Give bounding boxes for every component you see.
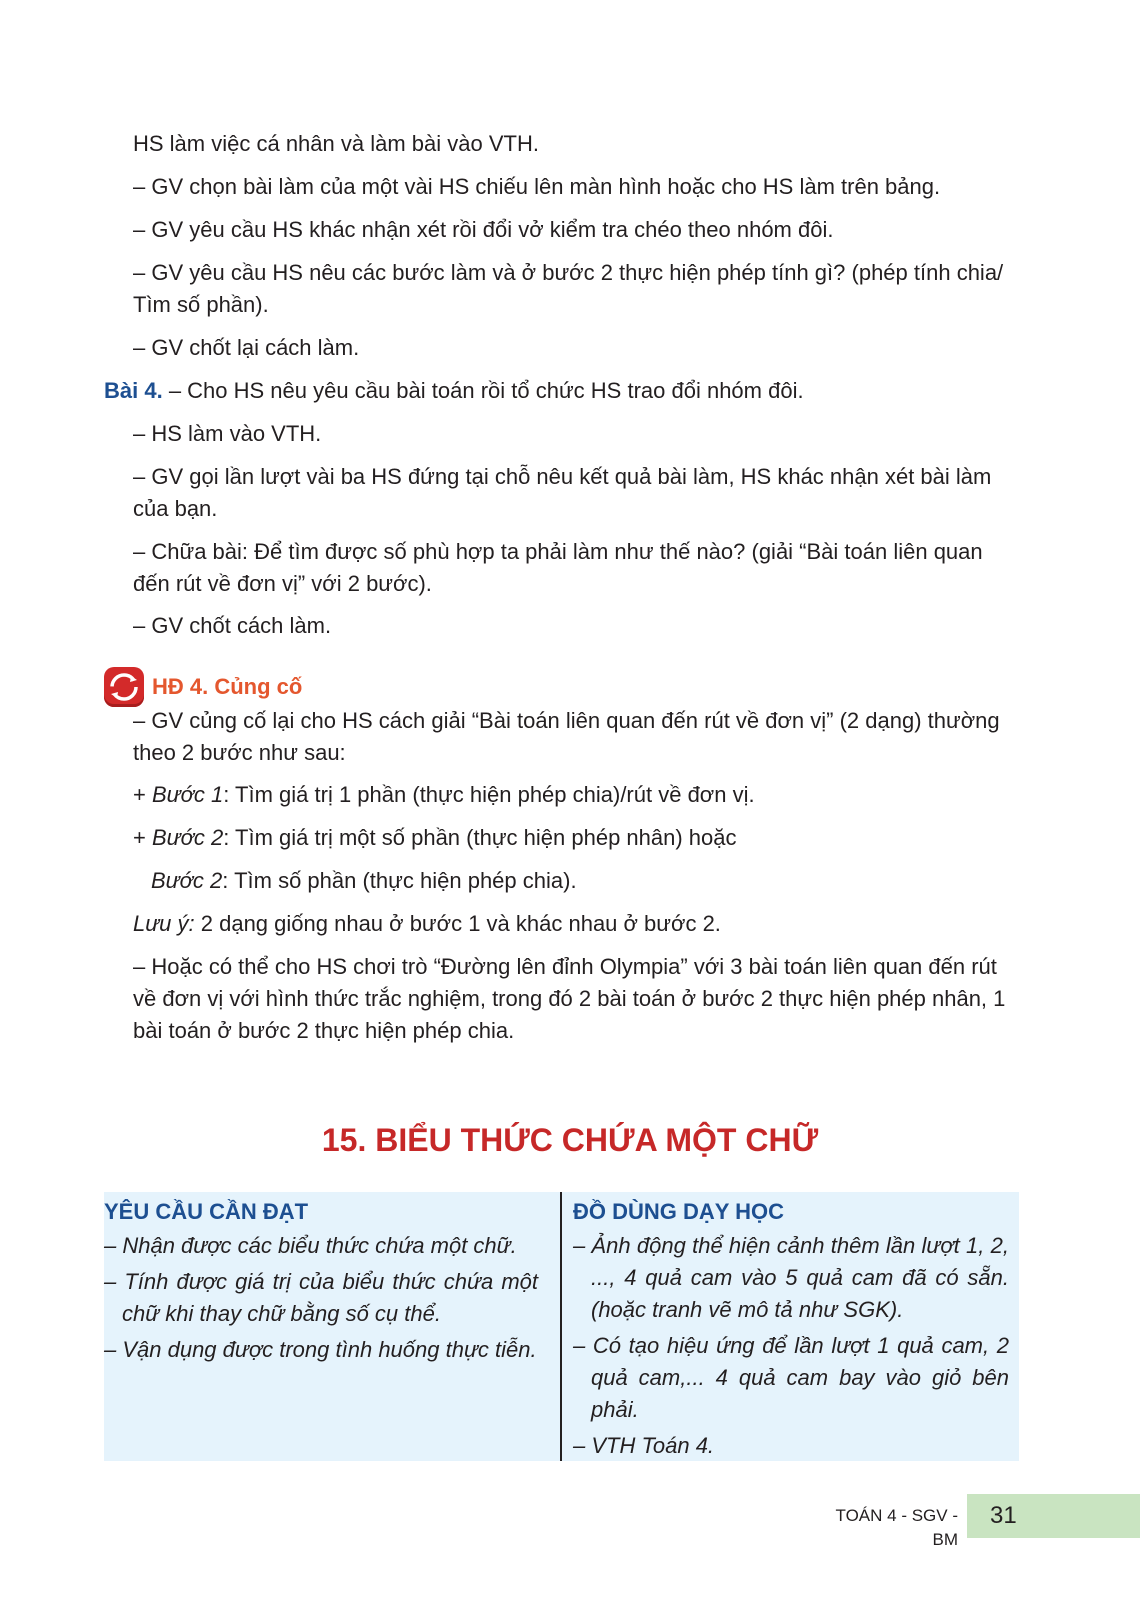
paragraph: HS làm việc cá nhân và làm bài vào VTH. [133,131,539,156]
step2 [133,822,1019,854]
paragraph: – GV yêu cầu HS nêu các bước làm và ở bước 2 thực hiện phép tính gì? (phép tính chia/ Tìm số phần). [133,260,1004,317]
note-label: Lưu ý: [133,911,195,936]
paragraph: – GV chọn bài làm của một vài HS chiếu lên màn hình hoặc cho HS làm trên bảng. [133,174,941,199]
objective-item: – Nhận được các biểu thức chứa một chữ. [104,1233,517,1258]
paragraph: – GV củng cố lại cho HS cách giải “Bài toán liên quan đến rút về đơn vị” (2 dạng) thường theo 2 bước như sau: [133,708,1000,765]
objective-item: – Tính được giá trị của biểu thức chứa một chữ khi thay chữ bằng số cụ thể. [104,1269,538,1326]
materials-column [573,1196,1009,1466]
step1 [133,779,1019,811]
step1-label: Bước 1 [151,782,224,807]
bai4-paragraph [104,375,1019,407]
page-number: 31 [990,1502,1017,1529]
footer-book-title: TOÁN 4 - SGV - BM [835,1506,958,1549]
paragraph: – Chữa bài: Để tìm được số phù hợp ta phải làm như thế nào? (giải “Bài toán liên quan đến rút về đơn vị” với 2 bước). [133,539,983,596]
bai4-text: – Cho HS nêu yêu cầu bài toán rồi tổ chức HS trao đổi nhóm đôi. [162,378,804,403]
step1-prefix: + [133,782,152,807]
paragraph: – GV yêu cầu HS khác nhận xét rồi đổi vở kiểm tra chéo theo nhóm đôi. [133,217,834,242]
refresh-icon [104,667,144,707]
section-title: 15. BIỂU THỨC CHỨA MỘT CHỮ [321,1122,819,1158]
paragraph: – GV chốt lại cách làm. [133,335,360,360]
bai4-label: Bài 4. [104,378,163,403]
note-text: 2 dạng giống nhau ở bước 1 và khác nhau ở bước 2. [194,911,721,936]
step2b-label: Bước 2 [151,868,223,893]
step2b-text: : Tìm số phần (thực hiện phép chia). [222,868,577,893]
objectives-heading: YÊU CẦU CẦN ĐẠT [104,1199,309,1224]
paragraph: – Hoặc có thể cho HS chơi trò “Đường lên đỉnh Olympia” với 3 bài toán liên quan đến rút về đơn vị với hình thức trắc nghiệm, trong đó 2 bài toán ở bước 2 thực hiện phép nhân, 1 bài toán ở bước 2 thực hiện phép chia. [133,954,1006,1043]
material-item: – VTH Toán 4. [573,1433,715,1458]
hd4-heading [104,667,504,707]
paragraph: – GV gọi lần lượt vài ba HS đứng tại chỗ nêu kết quả bài làm, HS khác nhận xét bài làm của bạn. [133,464,992,521]
paragraph: – GV chốt cách làm. [133,613,332,638]
material-item: – Có tạo hiệu ứng để lần lượt 1 quả cam, 2 quả cam,... 4 quả cam bay vào giỏ bên phải. [573,1333,1009,1422]
note [133,908,1019,940]
step2-label: Bước 2 [151,825,224,850]
hd4-title: HĐ 4. Củng cố [152,674,303,699]
materials-heading: ĐỒ DÙNG DẠY HỌC [573,1199,785,1224]
objectives-column [104,1196,538,1370]
step1-text: : Tìm giá trị 1 phần (thực hiện phép chia)/rút về đơn vị. [223,782,755,807]
step2b [151,865,1037,897]
table-divider [560,1192,562,1461]
material-item: – Ảnh động thể hiện cảnh thêm lần lượt 1, 2, ..., 4 quả cam vào 5 quả cam đã có sẵn. (hoặc tranh vẽ mô tả như SGK). [573,1233,1009,1322]
step2-text: : Tìm giá trị một số phần (thực hiện phép nhân) hoặc [223,825,737,850]
objective-item: – Vận dụng được trong tình huống thực tiễn. [104,1337,537,1362]
paragraph: – HS làm vào VTH. [133,421,322,446]
step2-prefix: + [133,825,152,850]
